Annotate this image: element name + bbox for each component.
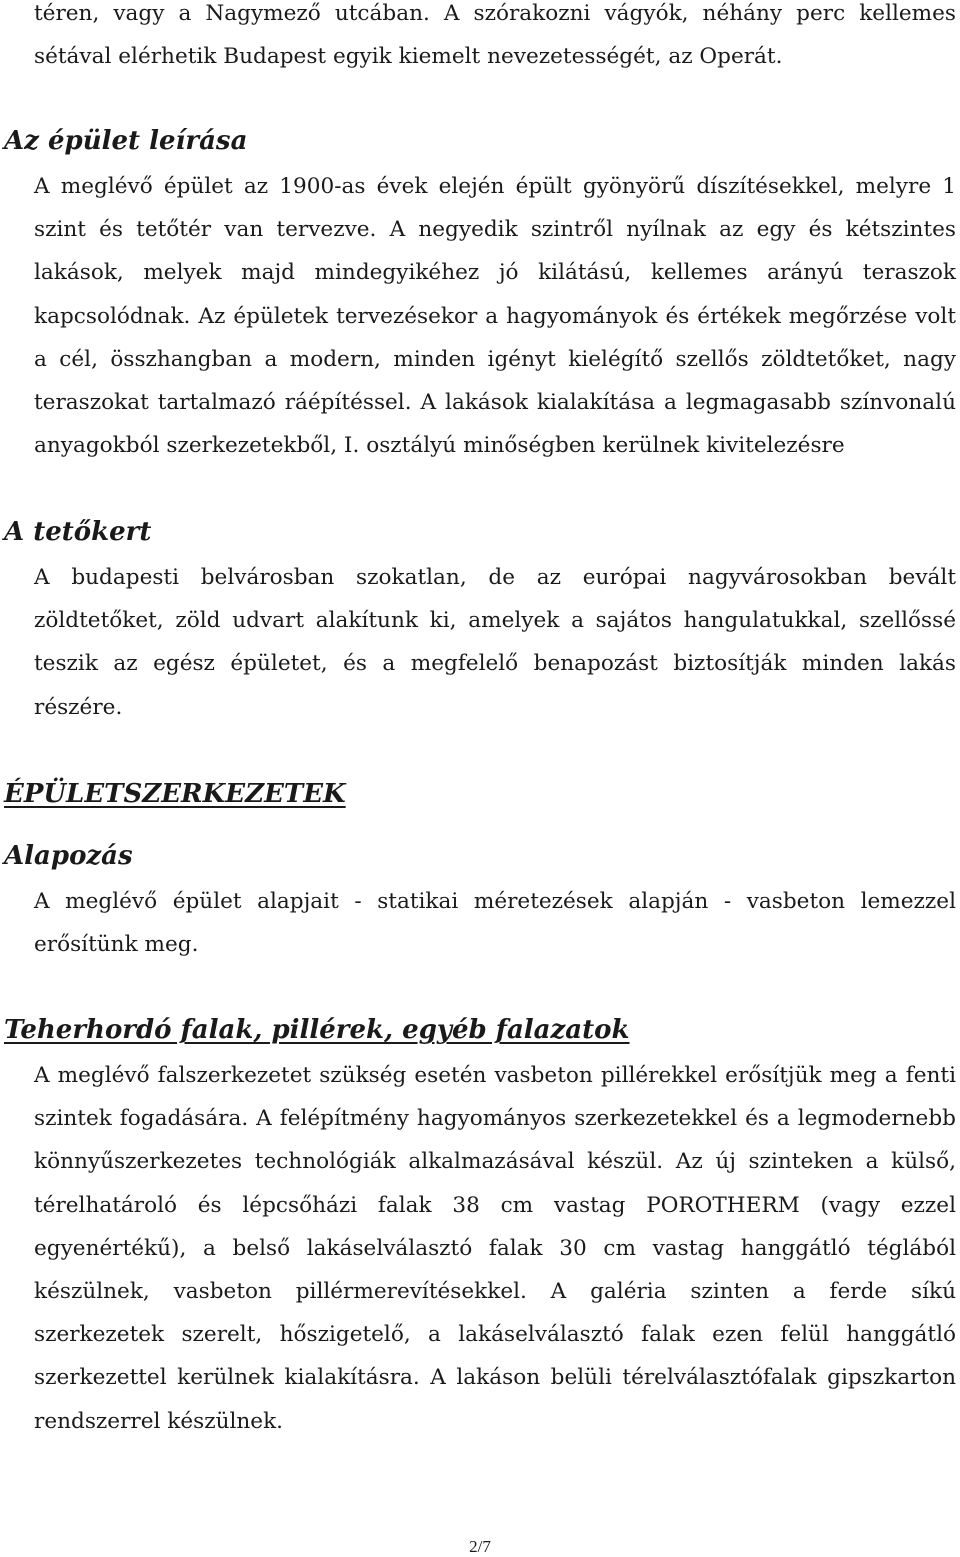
section-heading-roof-garden: A tetőkert <box>4 517 152 547</box>
section-heading-building-structures: ÉPÜLETSZERKEZETEK <box>4 779 346 809</box>
section-heading-building-description: Az épület leírása <box>4 126 248 156</box>
section-body-foundation: A meglévő épület alapjait - statikai méretezések alapján - vasbeton lemezzel erősítünk meg. <box>34 889 956 958</box>
section-body-roof-garden: A budapesti belvárosban szokatlan, de az európai nagyvárosokban bevált zöldtetőket, zöld udvart alakítunk ki, amelyek a sajátos hangulatukkal, szellőssé teszik az egész épületet, és a megfelelő benapozást biztosítják minden lakás részére. <box>34 565 956 720</box>
intro-line-1: téren, vagy a Nagymező utcában. A szórakozni vágyók, néhány perc kellemes <box>34 1 956 26</box>
section-body-building-description: A meglévő épület az 1900-as évek elején épült gyönyörű díszítésekkel, melyre 1 szint és tetőtér van tervezve. A negyedik szintről nyílnak az egy és kétszintes lakások, melyek majd mindegyikéhez jó kilátású, kellemes arányú teraszok kapcsolódnak. Az épületek tervezésekor a hagyományok és értékek megőrzése volt a cél, összhangban a modern, minden igényt kielégítő szellős zöldtetőket, nagy teraszokat tartalmazó ráépítéssel. A lakások kialakítása a legmagasabb színvonalú anyagokból szerkezetekből, I. osztályú minőségben kerülnek kivitelezésre <box>34 174 956 459</box>
page-number: 2/7 <box>469 1537 491 1556</box>
section-heading-foundation: Alapozás <box>4 841 133 871</box>
section-heading-load-bearing-walls: Teherhordó falak, pillérek, egyéb falazatok <box>4 1015 630 1045</box>
intro-line-2: sétával elérhetik Budapest egyik kiemelt nevezetességét, az Operát. <box>34 44 783 69</box>
section-body-load-bearing-walls: A meglévő falszerkezetet szükség esetén vasbeton pillérekkel erősítjük meg a fenti szintek fogadására. A felépítmény hagyományos szerkezetekkel és a legmodernebb könnyűszerkezetes technológiák alkalmazásával készül. Az új szinteken a külső, térelhatároló és lépcsőházi falak 38 cm vastag POROTHERM (vagy ezzel egyenértékű), a belső lakáselválasztó falak 30 cm vastag hanggátló téglából készülnek, vasbeton pillérmerevítésekkel. A galéria szinten a ferde síkú szerkezetek szerelt, hőszigetelő, a lakáselválasztó falak ezen felül hanggátló szerkezettel kerülnek kialakításra. A lakáson belüli térelválasztófalak gipszkarton rendszerrel készülnek. <box>34 1063 956 1434</box>
